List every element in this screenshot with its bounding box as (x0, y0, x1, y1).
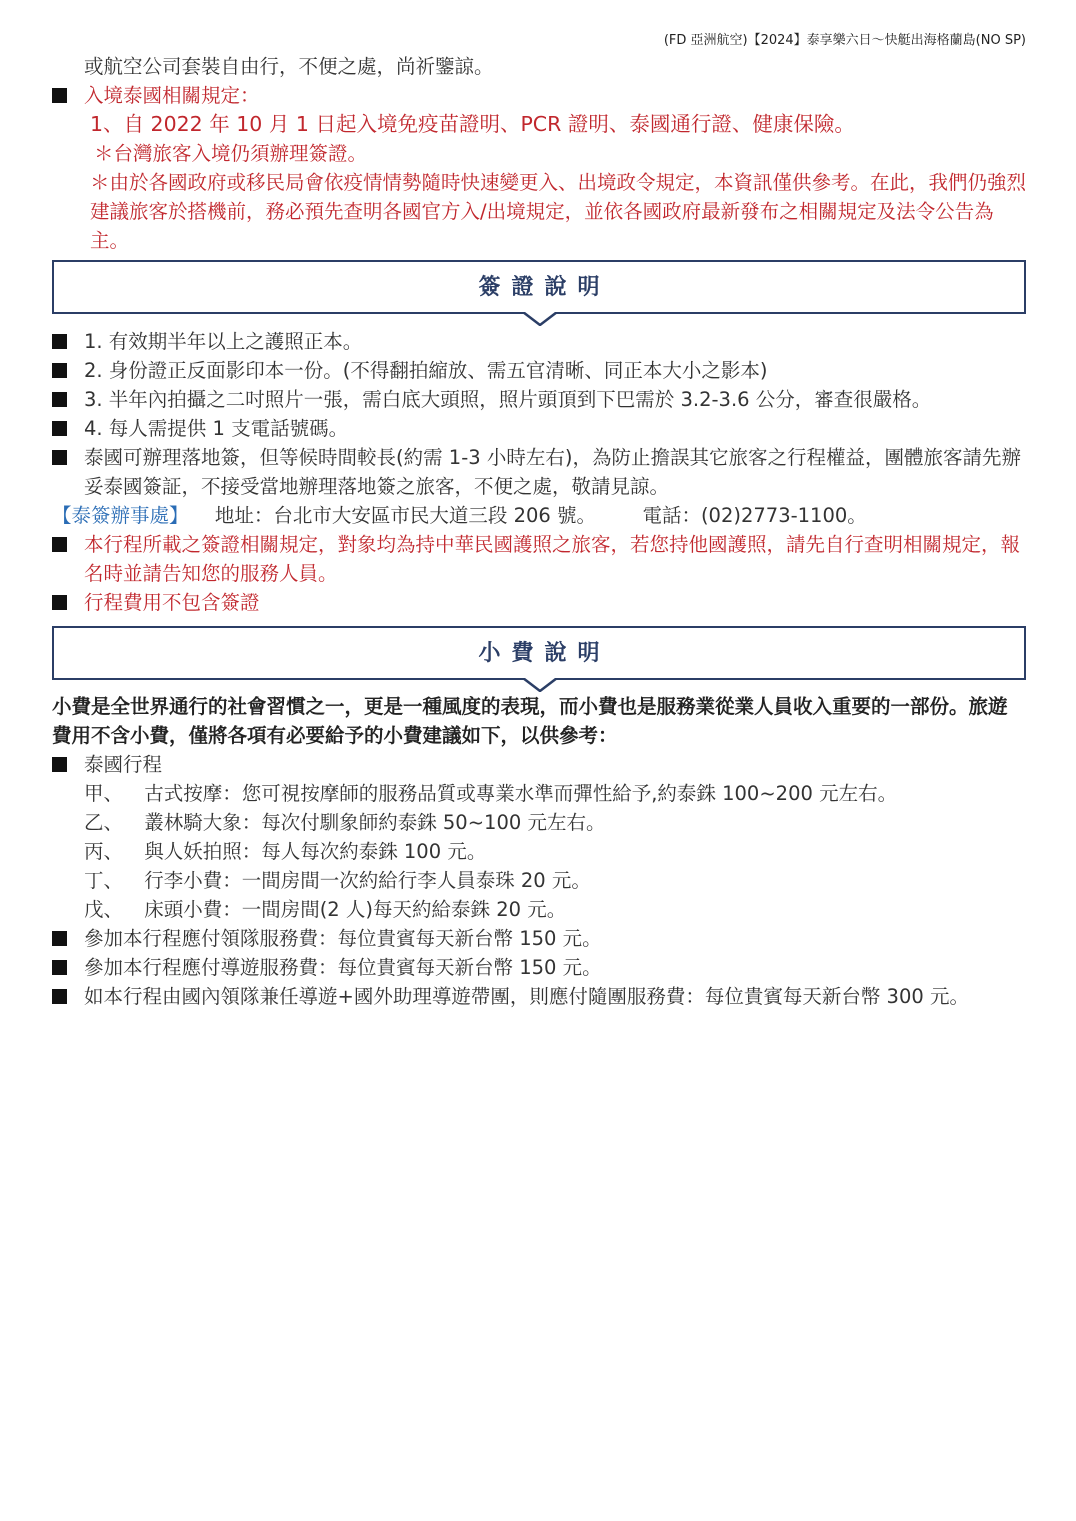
bullet-square-icon (52, 537, 67, 552)
tips-sub-item-text: 行李小費：一間房間一次約給行李人員泰珠 20 元。 (144, 869, 591, 892)
visa-item-4 (52, 414, 1026, 443)
bullet-square-icon (52, 88, 67, 103)
bullet-square-icon (52, 392, 67, 407)
tips-sub-item-text: 與人妖拍照：每人每次約泰銖 100 元。 (144, 840, 487, 863)
visa-item-2 (52, 356, 1026, 385)
tips-item-leader-fee (52, 924, 1026, 953)
visa-item-text: 3. 半年內拍攝之二吋照片一張，需白底大頭照，照片頭頂到下巴需於 3.2-3.6 公分，審查很嚴格。 (84, 388, 932, 411)
tips-item-guide-fee (52, 953, 1026, 982)
visa-office-address: 地址：台北市大安區市民大道三段 206 號。 (214, 504, 597, 527)
tips-section-title: 小費說明 (478, 640, 611, 666)
tips-section-header (52, 626, 1026, 680)
visa-item-5 (52, 443, 1026, 501)
tips-sub-item-label: 乙、 (84, 811, 124, 834)
visa-item-text: 2. 身份證正反面影印本一份。(不得翻拍縮放、需五官清晰、同正本大小之影本) (84, 359, 768, 382)
tips-item-tour-fee (52, 982, 1026, 1011)
visa-section-title: 簽證說明 (478, 274, 611, 300)
bullet-square-icon (52, 931, 67, 946)
tips-item-text: 參加本行程應付領隊服務費：每位貴賓每天新台幣 150 元。 (84, 927, 602, 950)
tips-sub-item (52, 779, 1026, 808)
visa-fee-note-text: 行程費用不包含簽證 (84, 591, 260, 614)
bullet-square-icon (52, 757, 67, 772)
bullet-square-icon (52, 989, 67, 1004)
section-pointer-icon (523, 312, 557, 326)
tips-sub-item-text: 床頭小費：一間房間(2 人)每天約給泰銖 20 元。 (144, 898, 567, 921)
visa-office-row (52, 501, 1026, 530)
tips-sub-item-label: 丁、 (84, 869, 124, 892)
entry-note-disclaimer: ＊由於各國政府或移民局會依疫情情勢隨時快速變更入、出境政令規定，本資訊僅供參考。在此，我們仍強烈建議旅客於搭機前，務必預先查明各國官方入/出境規定，並依各國政府最新發布之相關規定及法令公告為主。 (90, 171, 1027, 252)
bullet-square-icon (52, 334, 67, 349)
visa-item-text: 1. 有效期半年以上之護照正本。 (84, 330, 363, 353)
page-content (52, 52, 1026, 1011)
tips-sub-item-label: 甲、 (84, 782, 124, 805)
tips-thailand-title: 泰國行程 (84, 753, 163, 776)
bullet-square-icon (52, 421, 67, 436)
tips-sub-item-label: 戊、 (84, 898, 124, 921)
bullet-square-icon (52, 450, 67, 465)
entry-rules-title: 入境泰國相關規定： (84, 84, 260, 107)
visa-passport-note (52, 530, 1026, 588)
tips-sub-item (52, 837, 1026, 866)
bullet-square-icon (52, 363, 67, 378)
tips-sub-item-label: 丙、 (84, 840, 124, 863)
section-pointer-icon (523, 678, 557, 692)
tips-sub-item-text: 叢林騎大象：每次付馴象師約泰銖 50~100 元左右。 (144, 811, 606, 834)
tips-thailand-title-row (52, 750, 1026, 779)
tips-sub-item (52, 866, 1026, 895)
visa-item-3 (52, 385, 1026, 414)
tips-item-text: 參加本行程應付導遊服務費：每位貴賓每天新台幣 150 元。 (84, 956, 602, 979)
entry-note-visa: ＊台灣旅客入境仍須辦理簽證。 (94, 142, 368, 165)
visa-office-label: 【泰簽辦事處】 (52, 504, 189, 527)
tips-sub-item (52, 808, 1026, 837)
visa-item-text: 泰國可辦理落地簽，但等候時間較長(約需 1-3 小時左右)，為防止擔誤其它旅客之行程權益，團體旅客請先辦妥泰國簽証，不接受當地辦理落地簽之旅客，不便之處，敬請見諒。 (84, 446, 1021, 498)
bullet-square-icon (52, 595, 67, 610)
visa-office-phone: 電話：(02)2773-1100。 (642, 504, 867, 527)
visa-passport-note-text: 本行程所載之簽證相關規定，對象均為持中華民國護照之旅客，若您持他國護照，請先自行查明相關規定，報名時並請告知您的服務人員。 (84, 533, 1021, 585)
visa-item-text: 4. 每人需提供 1 支電話號碼。 (84, 417, 349, 440)
entry-rules-title-row (52, 81, 1026, 110)
visa-section-header (52, 260, 1026, 314)
tips-sub-item-text: 古式按摩：您可視按摩師的服務品質或專業水準而彈性給予,約泰銖 100~200 元左右。 (144, 782, 898, 805)
page-header: (FD 亞洲航空)【2024】泰享樂六日～快艇出海格蘭島(NO SP) (663, 33, 1026, 48)
tips-intro: 小費是全世界通行的社會習慣之一，更是一種風度的表現，而小費也是服務業從業人員收入重要的一部份。旅遊費用不含小費，僅將各項有必要給予的小費建議如下，以供參考： (52, 695, 1008, 747)
entry-rule-1: 1、自 2022 年 10 月 1 日起入境免疫苗證明、PCR 證明、泰國通行證、健康保險。 (90, 112, 855, 136)
tips-item-text: 如本行程由國內領隊兼任導遊+國外助理導遊帶團，則應付隨團服務費：每位貴賓每天新台幣 300 元。 (84, 985, 969, 1008)
tips-sub-item (52, 895, 1026, 924)
visa-fee-note (52, 588, 1026, 617)
bullet-square-icon (52, 960, 67, 975)
intro-continuation: 或航空公司套裝自由行，不便之處，尚祈鑒諒。 (84, 55, 494, 78)
visa-item-1 (52, 327, 1026, 356)
